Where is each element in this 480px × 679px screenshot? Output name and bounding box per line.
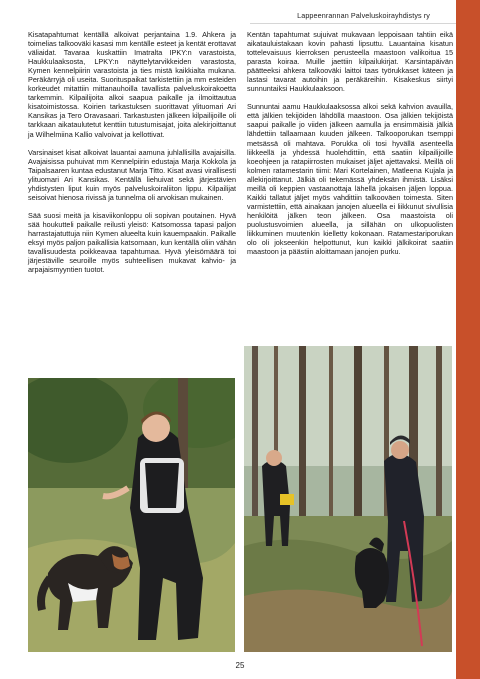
photo-handler-with-dog xyxy=(28,378,235,652)
header-title: Lappeenrannan Palveluskoirayhdistys ry xyxy=(297,11,430,20)
page-header xyxy=(0,0,456,26)
photo-dog-tracking-forest-illustration xyxy=(244,346,452,652)
article-paragraph: Varsinaiset kisat alkoivat lauantai aamuna juhlallisilla avajaisilla. Avajaisissa puhuivat mm Kennelpiirin edustaja Marja Kokkola ja Taipalsaaren kuntaa edustanut Marja Titto. Kisat avasi virallisesti ylituomari Ari Kansikas. Kentällä liehuivat sekä järjestävien yhdistysten liput kuin myös palveluskoiraliiton lippu. Kilpailijat seisoivat hienosa rivissä ja tunnelma oli arvokisan mukainen. xyxy=(28,147,236,202)
article-paragraph: Kisatapahtumat kentällä alkoivat perjantaina 1.9. Ahkera ja toimelias talkooväki kasasi mm kentälle esteet ja kentät erottavat väliaidat. Tavaraa kuskattiin Imatralta IPKY:n varastoista, Haukkulaaksosta, LPKY:n näyttelytarvikkeiden varastosta, Kymen kennelpiirin varastoista ja ties mistä kaikkialta mukana. Peräkärryjä oli useita. Suorituspaikat tarkistettiin ja mm esteiden korkeudet mitattiin mittanauhoilla tavallista palveluskoirakoetta tarkemmin. Kilpailijoita alkoi saapua paikalle ja ilmoittautua kisatoimistossa. Koirien tarkastuksen suorittavat ylituomari Ari Kansikas ja Tero Oravasaari. Tarkastusten jälkeen kilpailijoille oli tarkkaan aikataulutetut kenttiin tutustumisajat, joita alekirjoittanut ja Wilhelmiina Kallio valvoivat ja kellottivat. xyxy=(28,30,236,139)
photo-handler-with-dog-illustration xyxy=(28,378,235,652)
article-paragraph: Sunnuntai aamu Haukkulaaksossa alkoi sekä kahvion avauilla, että jälkien tekijöiden lähdöllä maastoon. Osa jälkien tekijöistä saapui paikalle jo viiden jälkeen aamulla ja ensimmäisiä jälkiä lähdettiin tallaamaan kuuden jälkeen. Talkooporukan tsemppi metsässä oli mahtava. Porukka oli tosi hyvällä asenteella liikkeellä ja yhdessä huolehdittiin, että saatiin kilpailijoille koeohjeen ja ratapiirrosten mukaiset jäljet ajettavaksi. Meillä oli kolmen ratamestarin tiimi: Mari Kortelainen, Matleena Kujala ja allekirjoittanut. Jälkiä oli tekemässä yhdeksän ihmistä. Lisäksi meillä oli keppien vastaanottaja lähellä jokaisen jäljen loppua. Kaikki tallatut jäljet myös vahdittiin talkooväen toimesta. Siten varmistettiin, että ainakaan janojen alueella ei liikkunut sivullisia henkilöitä jälken teon jälkeen. Osa maastoista oli puolustusvoimien alueella, ja sillähän on ulkopuolisten liikkuminen muutenkin kielletty kokonaan. Ratamestariporukan olo oli jokseenkin helpottunut, kun kaikki jälkikoirat saatiin maastoon ja päästiin aloittamaan janojen purku. xyxy=(247,102,453,257)
article-left-column xyxy=(28,30,236,274)
article-paragraph: Kentän tapahtumat sujuivat mukavaan leppoisaan tahtiin eikä aikatauluistakaan kovin pahasti lipsuttu. Lauantaina kisatun tottelevaisuus kierroksen perusteella maastoon valikoitua 15 parasta koiraa. Muille jaettiin kilpailukirjat. Karsintapäivän päätteeksi ahkera talkooväki laittoi taas työrukkaset käteen ja lastasi tavarat autoihin ja peräkäreihin. Kisakeskus siirtyi sunnuntaiksi Haukkulaaksoon. xyxy=(247,30,453,94)
photo-dog-tracking-forest xyxy=(244,346,452,652)
article-paragraph: Sää suosi meitä ja kisaviikonloppu oli sopivan poutainen. Hyvä sää houkutteli paikalle reilusti yleisö: Katsomossa tapasi paljon harrastajatuttuja niin Kymen alueelta kuin kauempaakin. Paikalle eksyi myös paljon paikallisia katsomaan, kun kentällä oliin vähän tavallisuudesta poikkeavaa tapahtumaa. Hyvä yleisömäärä toi järjestäville seuroille myös suhteellisen mukavat kahvio- ja arpajaismyyntien tuotot. xyxy=(28,210,236,275)
accent-stripe xyxy=(456,0,480,679)
page-number: 25 xyxy=(235,661,245,670)
header-divider xyxy=(250,23,456,24)
article-right-column xyxy=(247,30,453,256)
